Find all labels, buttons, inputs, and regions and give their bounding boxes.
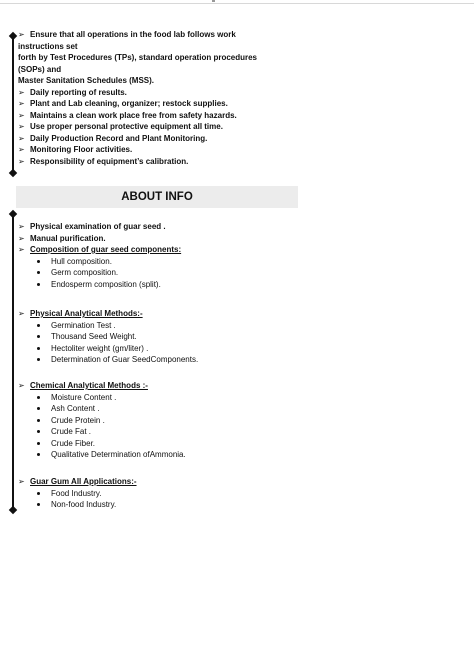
arrow-icon: ➢ [18, 156, 25, 166]
arrow-icon: ➢ [18, 233, 25, 243]
about-intro [18, 221, 181, 290]
physical-heading: ➢ Physical Analytical Methods:- [18, 309, 143, 318]
list-item: Crude Protein . [37, 415, 186, 427]
arrow-icon: ➢ [18, 222, 25, 231]
applications-list [18, 488, 137, 511]
chemical-methods [18, 380, 186, 461]
arrow-icon: ➢ [18, 133, 25, 143]
timeline-line-duties [12, 35, 14, 173]
duty-item-1-cont: forth by Test Procedures (TPs), standard operation procedures [18, 53, 258, 62]
list-item: Crude Fat . [37, 426, 186, 438]
arrow-icon: ➢ [18, 30, 25, 39]
duty-item: ➢ Monitoring Floor activities. [18, 145, 133, 154]
list-item: Determination of Guar SeedComponents. [37, 354, 198, 366]
physical-list [18, 320, 198, 366]
list-item: Hull composition. [37, 256, 181, 268]
list-item: Non-food Industry. [37, 499, 137, 511]
duty-item-1-cont: instructions set [18, 41, 78, 51]
arrow-icon: ➢ [18, 87, 25, 97]
list-item: Ash Content . [37, 403, 186, 415]
composition-heading: ➢ Composition of guar seed components: [18, 245, 182, 254]
list-item: Moisture Content . [37, 392, 186, 404]
arrow-icon: ➢ [18, 110, 25, 120]
timeline-line-about [12, 213, 14, 511]
arrow-icon: ➢ [18, 309, 25, 318]
duty-item: ➢ Daily reporting of results. [18, 87, 127, 97]
duty-item: ➢ Plant and Lab cleaning, organizer; restock supplies. [18, 99, 228, 108]
physical-methods [18, 308, 198, 366]
duty-item-1-cont: (SOPs) and [18, 64, 62, 74]
arrow-icon: ➢ [18, 145, 25, 154]
section-header-about-info: ABOUT INFO [16, 186, 298, 208]
list-item: Endosperm composition (split). [37, 279, 181, 291]
arrow-icon: ➢ [18, 99, 25, 108]
arrow-icon: ➢ [18, 122, 25, 131]
about-item: ➢ Manual purification. [18, 233, 106, 243]
top-rule [0, 3, 474, 4]
list-item: Crude Fiber. [37, 438, 186, 450]
duty-item-1: ➢ Ensure that all operations in the food lab follows work [18, 30, 236, 39]
applications-heading: ➢ Guar Gum All Applications:- [18, 477, 137, 486]
timeline-start-diamond-duties [9, 32, 17, 40]
duty-item: ➢ Use proper personal protective equipment all time. [18, 122, 223, 131]
timeline-end-diamond-duties [9, 169, 17, 177]
about-item: ➢ Physical examination of guar seed . [18, 222, 166, 231]
top-speck [212, 0, 215, 2]
guar-gum-applications [18, 476, 137, 511]
duty-item: ➢ Responsibility of equipment’s calibration. [18, 156, 189, 166]
duty-item: ➢ Daily Production Record and Plant Monitoring. [18, 133, 208, 143]
composition-list [18, 256, 181, 291]
duty-item: ➢ Maintains a clean work place free from safety hazards. [18, 110, 237, 120]
list-item: Germ composition. [37, 267, 181, 279]
duty-item-1-cont: Master Sanitation Schedules (MSS). [18, 76, 155, 85]
list-item: Thousand Seed Weight. [37, 331, 198, 343]
list-item: Food Industry. [37, 488, 137, 500]
arrow-icon: ➢ [18, 381, 25, 390]
timeline-end-diamond-about [9, 506, 17, 514]
chemical-heading: ➢ Chemical Analytical Methods :- [18, 381, 148, 390]
duties-list [18, 29, 257, 167]
chemical-list [18, 392, 186, 461]
arrow-icon: ➢ [18, 245, 25, 254]
arrow-icon: ➢ [18, 477, 25, 486]
list-item: Hectoliter weight (gm/liter) . [37, 343, 198, 355]
timeline-start-diamond-about [9, 210, 17, 218]
list-item: Germination Test . [37, 320, 198, 332]
list-item: Qualitative Determination ofAmmonia. [37, 449, 186, 461]
